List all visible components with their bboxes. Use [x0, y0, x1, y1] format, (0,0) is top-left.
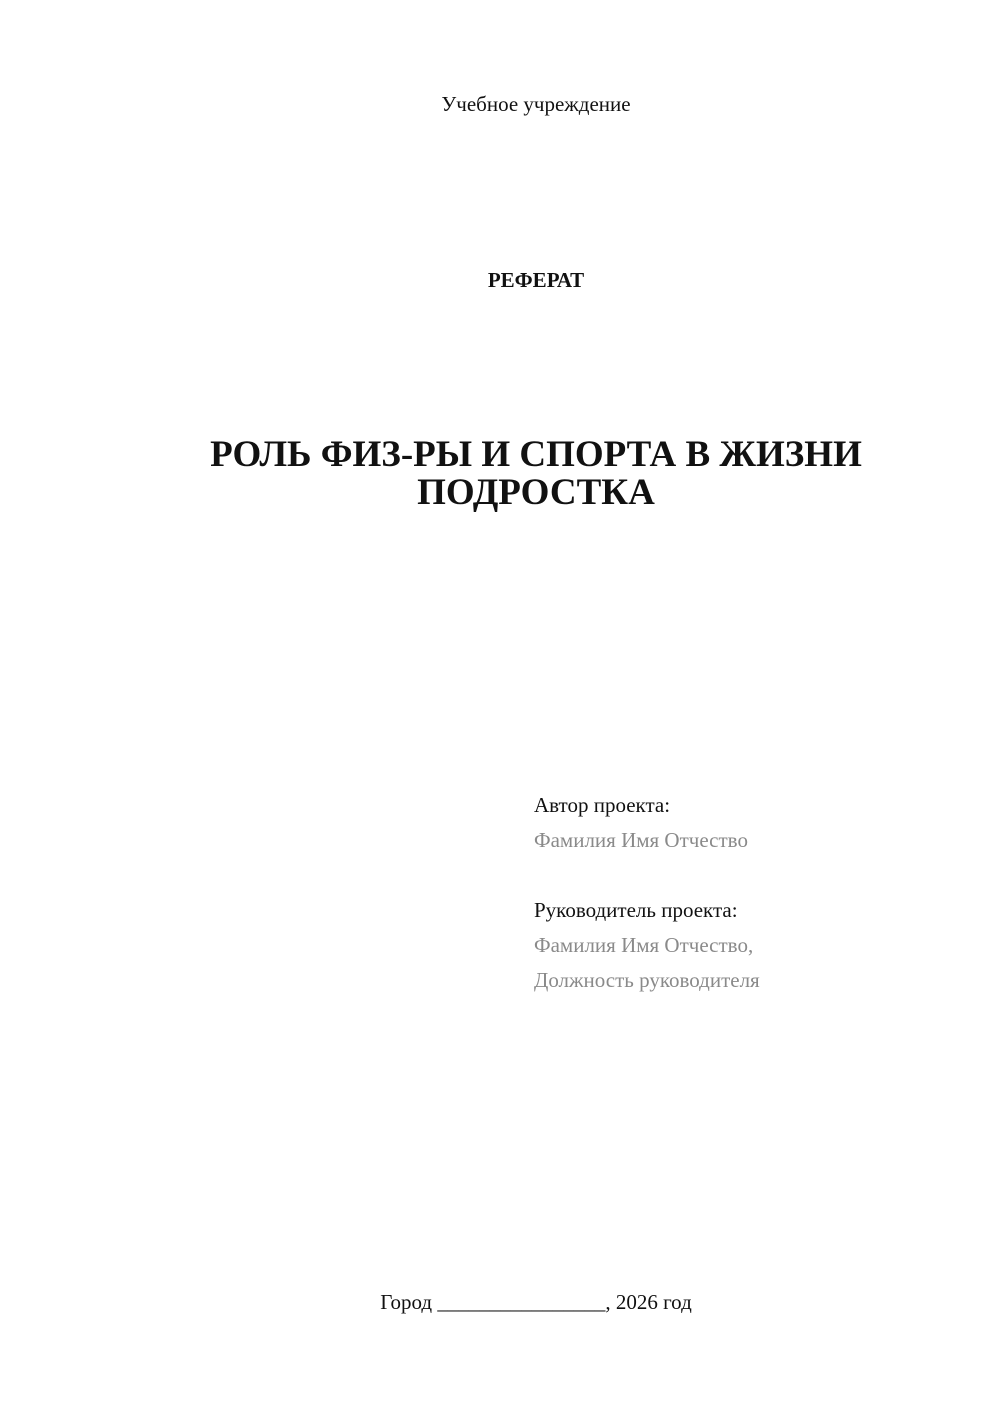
- document-title-line-2: ПОДРОСТКА: [417, 472, 655, 513]
- document-title: [0, 436, 1000, 512]
- supervisor-label: Руководитель проекта:: [534, 898, 738, 922]
- document-type: РЕФЕРАТ: [487, 268, 585, 292]
- signature-block: [534, 788, 760, 998]
- supervisor-name: Фамилия Имя Отчество,: [534, 933, 754, 957]
- document-title-line-1: РОЛЬ ФИЗ-РЫ И СПОРТА В ЖИЗНИ: [210, 434, 862, 475]
- city-year-line: Город ________________, 2026 год: [380, 1290, 692, 1314]
- supervisor-position: Должность руководителя: [534, 968, 760, 992]
- spacer: [534, 858, 760, 893]
- author-name: Фамилия Имя Отчество: [534, 828, 748, 852]
- institution-name: Учебное учреждение: [441, 92, 631, 116]
- author-label: Автор проекта:: [534, 793, 671, 817]
